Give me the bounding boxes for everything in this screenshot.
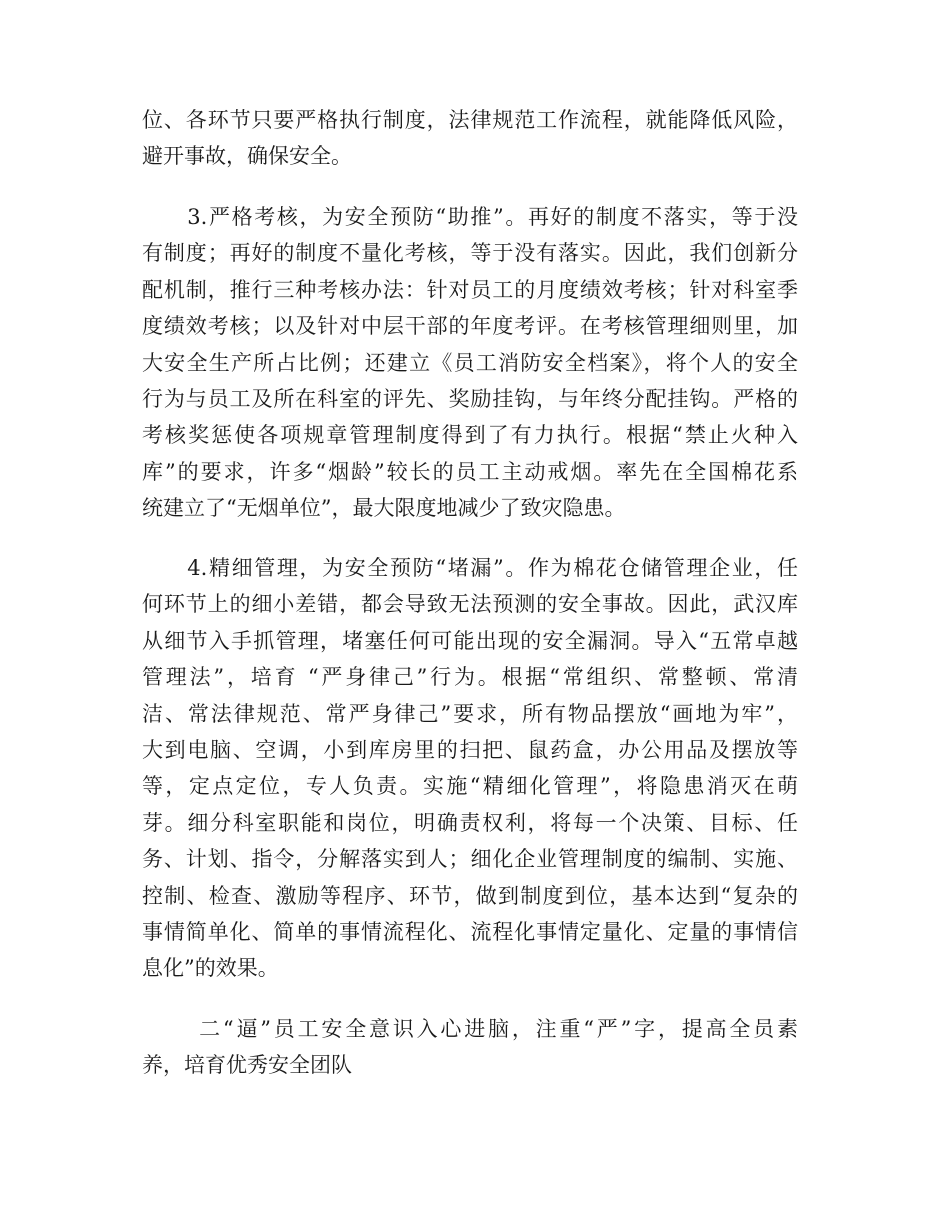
paragraph-fine-management xyxy=(142,550,798,987)
text-line: 等，定点定位，专人负责。实施“精细化管理”，将隐患消灭在萌 xyxy=(142,774,798,799)
text-line: 3.严格考核，为安全预防“助推”。再好的制度不落实，等于没 xyxy=(142,205,798,229)
text-line: 考核奖惩使各项规章管理制度得到了有力执行。根据“禁止火种入 xyxy=(142,423,798,448)
text-line: 度绩效考核；以及针对中层干部的年度考评。在考核管理细则里，加 xyxy=(142,314,798,339)
paragraph-continuation xyxy=(142,102,798,175)
text-line: 统建立了“无烟单位”，最大限度地减少了致灾隐患。 xyxy=(142,496,626,521)
text-line: 位、各环节只要严格执行制度，法律规范工作流程，就能降低风险， xyxy=(142,108,798,132)
text-line: 管理法”，培育 “严身律己”行为。根据“常组织、常整顿、常清 xyxy=(142,665,798,690)
section-heading-two xyxy=(142,1011,798,1084)
text-line: 配机制，推行三种考核办法：针对员工的月度绩效考核；针对科室季 xyxy=(142,277,798,302)
paragraph-strict-assessment xyxy=(142,199,798,527)
text-line: 有制度；再好的制度不量化考核，等于没有落实。因此，我们创新分 xyxy=(142,241,798,266)
text-line: 避开事故，确保安全。 xyxy=(142,144,352,169)
text-line: 洁、常法律规范、常严身律己”要求，所有物品摆放“画地为牢”， xyxy=(142,701,798,726)
text-line: 4.精细管理，为安全预防“堵漏”。作为棉花仓储管理企业，任 xyxy=(142,556,798,580)
text-line: 息化”的效果。 xyxy=(142,956,279,981)
text-line: 大安全生产所占比例；还建立《员工消防安全档案》，将个人的安全 xyxy=(142,350,798,375)
text-line: 行为与员工及所在科室的评先、奖励挂钩，与年终分配挂钩。严格的 xyxy=(142,386,798,411)
text-line: 控制、检查、激励等程序、环节，做到制度到位，基本达到“复杂的 xyxy=(142,883,798,908)
text-line: 事情简单化、简单的事情流程化、流程化事情定量化、定量的事情信 xyxy=(142,919,798,944)
text-line: 芽。细分科室职能和岗位，明确责权利，将每一个决策、目标、任 xyxy=(142,810,798,835)
text-line: 何环节上的细小差错，都会导致无法预测的安全事故。因此，武汉库 xyxy=(142,592,798,617)
text-line: 大到电脑、空调，小到库房里的扫把、鼠药盒，办公用品及摆放等 xyxy=(142,737,798,762)
text-line: 二“逼”员工安全意识入心进脑，注重“严”字，提高全员素 xyxy=(142,1017,798,1041)
text-line: 从细节入手抓管理，堵塞任何可能出现的安全漏洞。导入“五常卓越 xyxy=(142,628,798,653)
text-line: 务、计划、指令，分解落实到人；细化企业管理制度的编制、实施、 xyxy=(142,847,798,872)
text-line: 养，培育优秀安全团队 xyxy=(142,1053,352,1078)
text-line: 库”的要求，许多“烟龄”较长的员工主动戒烟。率先在全国棉花系 xyxy=(142,459,798,484)
